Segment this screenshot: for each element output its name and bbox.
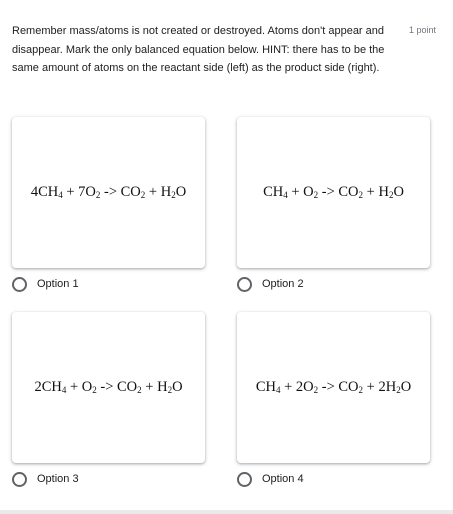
option-4-radio[interactable] <box>237 472 252 487</box>
option-3-equation: $2CH_4 + O_2 -> CO_2 + H_2O$ <box>34 379 183 395</box>
option-4-row[interactable] <box>237 469 304 489</box>
option-3-image[interactable] <box>12 312 205 463</box>
option-1-label: Option 1 <box>37 278 79 290</box>
option-1-row[interactable] <box>12 274 79 294</box>
option-2-equation: $CH_4 + O_2 -> CO_2 + H_2O$ <box>263 184 404 200</box>
option-4-label: Option 4 <box>262 473 304 485</box>
option-2-image[interactable] <box>237 117 430 268</box>
option-4-equation: $CH_4 + 2O_2 -> CO_2 + 2H_2O$ <box>255 379 412 395</box>
bottom-divider <box>0 510 453 514</box>
question-text: Remember mass/atoms is not created or destroyed. Atoms don't appear and disappear. Mark the only balanced equation below. HINT: there has to be the same amount of atoms on the reactant side (left) as the product side (right). <box>12 25 385 74</box>
option-1-image[interactable] <box>12 117 205 268</box>
option-4-image[interactable] <box>237 312 430 463</box>
option-2-row[interactable] <box>237 274 304 294</box>
option-2-radio[interactable] <box>237 277 252 292</box>
option-3-label: Option 3 <box>37 473 79 485</box>
option-2-label: Option 2 <box>262 278 304 290</box>
option-1-radio[interactable] <box>12 277 27 292</box>
option-3-radio[interactable] <box>12 472 27 487</box>
option-1-equation: $4CH_4 + 7O_2 -> CO_2 + H_2O$ <box>30 184 187 200</box>
points-label: 1 point <box>409 25 437 35</box>
option-3-row[interactable] <box>12 469 79 489</box>
